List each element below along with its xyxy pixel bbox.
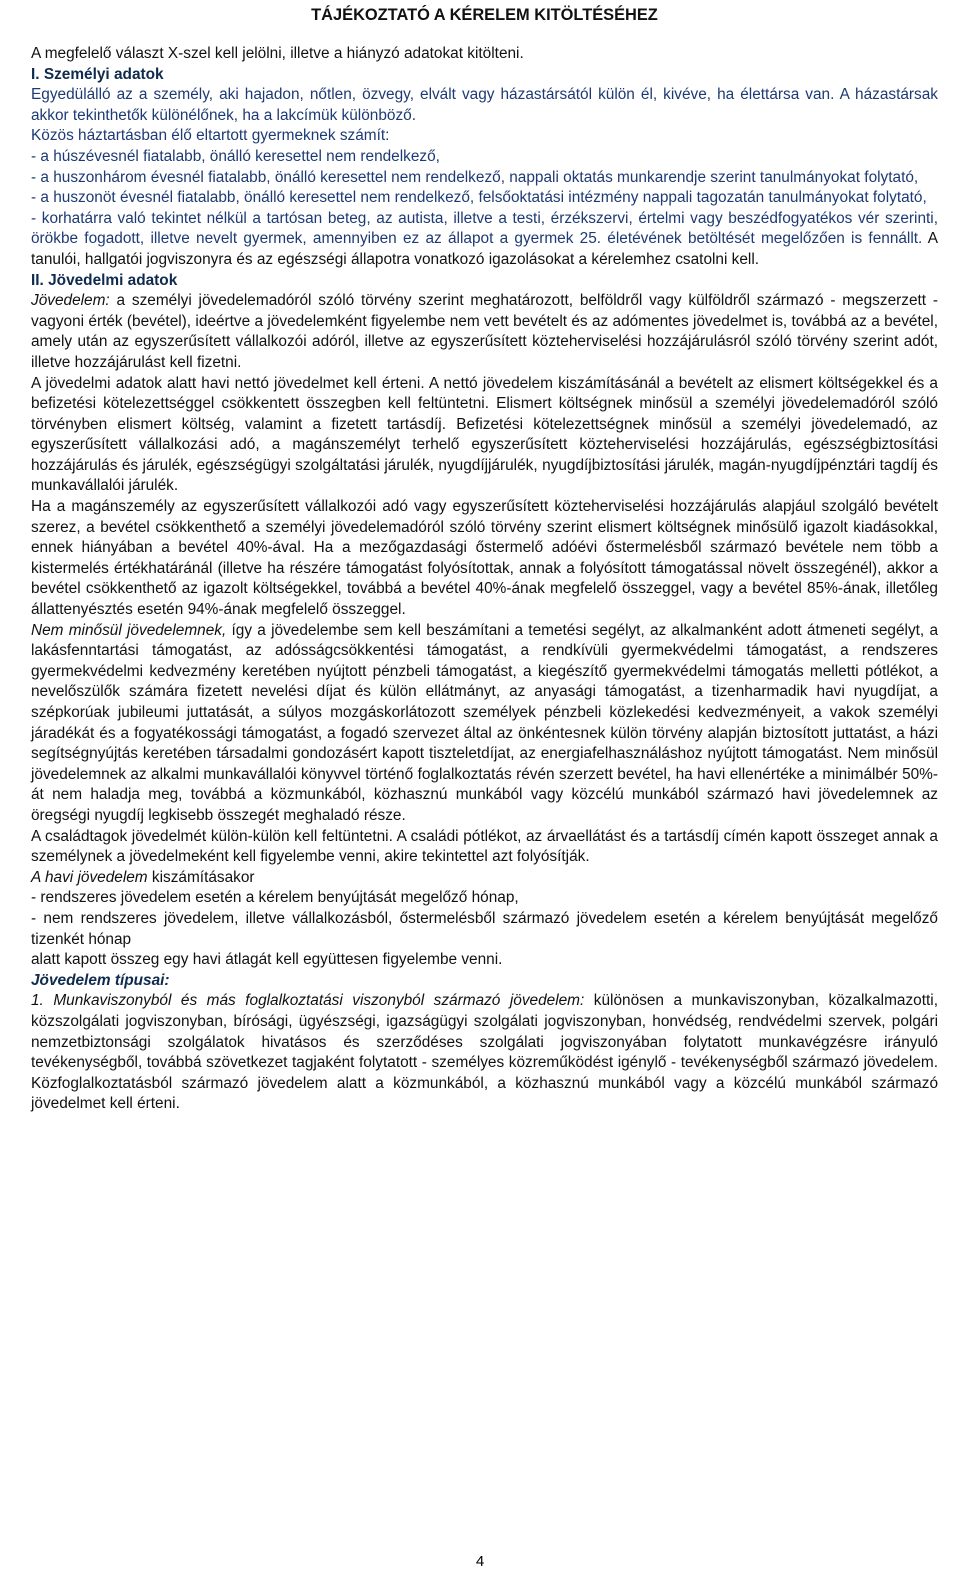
section-1-paragraph-1	[31, 85, 938, 126]
monthly-income-item-3: alatt kapott összeg egy havi átlagát kell együttesen figyelembe venni.	[31, 951, 503, 969]
non-income-text: így a jövedelembe sem kell beszámítani a temetési segélyt, az alkalmanként adott átmeneti segélyt, a lakásfenntartási támogatást, az adósságcsökkentési támogatást, a rendkívüli gyermekvédelmi támogatást, a rendszeres gyermekvédelmi kedvezmény keretében nyújtott pénzbeli támogatást, a kiegészítő gyermekvédelmi támogatás melletti pótlékot, a nevelőszülők számára fizetett nevelési díjat és külön ellátmányt, az anyasági támogatást, a tizenharmadik havi nyugdíjat, a szépkorúak jubileumi juttatását, a súlyos mozgáskorlátozott személyek pénzbeli közlekedési kedvezményeit, a vakok személyi járadékát és a fogyatékossági támogatást, a fogadó szervezet által az önkéntesnek külön törvény alapján biztosított juttatást, a házi segítségnyújtás keretében társadalmi gondozásért kapott tiszteletdíjat, az energiafelhasználáshoz nyújtott támogatást. Nem minősül jövedelemnek az alkalmi munkavállalói könyvvel történő foglalkoztatás révén szerzett bevétel, ha havi ellenértéke a minimálbér 50%-át nem haladja meg, továbbá a közmunkából, közhasznú munkából vagy közcélú munkából származó havi jövedelemnek az öregségi nyugdíj legkisebb összegét meghaladó része.	[31, 621, 938, 824]
dependent-child-item-3: - a huszonöt évesnél fiatalabb, önálló keresettel nem rendelkező, felsőoktatási intézmény nappali tagozatán tanulmányokat folytató,	[31, 189, 927, 207]
non-income-paragraph	[31, 621, 938, 827]
income-definition-label: Jövedelem:	[31, 292, 110, 310]
certificates-note: A tanulói, hallgatói jogviszonyra és az egészségi állapotra vonatkozó igazolásokat a kérelemhez csatolni kell.	[31, 230, 938, 268]
intro-text: A megfelelő választ X-szel kell jelölni, illetve a hiányzó adatokat kitölteni.	[31, 45, 524, 62]
monthly-income-item-2: - nem rendszeres jövedelem, illetve vállalkozásból, őstermelésből származó jövedelem esetén a kérelem benyújtását megelőző tizenkét hónap	[31, 909, 938, 948]
non-income-label: Nem minősül jövedelemnek,	[31, 621, 227, 639]
dependent-child-item-4-text: - korhatárra való tekintet nélkül a tartósan beteg, az autista, illetve a testi, érzékszervi, értelmi vagy beszédfogyatékos vér szerinti, örökbe fogadott, illetve nevelt gyermek, amennyiben ez az állapot a gyermek 25. életévének betöltését megelőzően is fennállt.	[31, 209, 938, 248]
monthly-income-intro	[31, 868, 938, 889]
income-definition	[31, 291, 938, 373]
income-type-1	[31, 991, 938, 1115]
monthly-income-text: kiszámításakor	[147, 868, 255, 886]
page-title: TÁJÉKOZTATÓ A KÉRELEM KITÖLTÉSÉHEZ	[311, 6, 658, 24]
family-income-paragraph: A családtagok jövedelmét külön-külön kell feltüntetni. A családi pótlékot, az árvaellátást és a tartásdíj címén kapott összeget annak a személynek a jövedelmeként kell figyelembe venni, akire tekintettel azt folyósítják.	[31, 827, 938, 866]
section-2-heading: II. Jövedelmi adatok	[31, 271, 178, 289]
section-1-heading: I. Személyi adatok	[31, 65, 164, 83]
income-definition-text: a személyi jövedelemadóról szóló törvény szerint meghatározott, belföldről vagy külföldről származó - megszerzett - vagyoni érték (bevétel), ideértve a jövedelemként figyelembe nem vett bevételt és az adómentes jövedelmet is, továbbá az a bevétel, amely után az egyszerűsített vállalkozói adóról, illetve az egyszerűsített közteherviselési hozzájárulásról szóló törvény szerint adót, illetve hozzájárulást kell fizetni.	[31, 292, 938, 371]
spouses-separate-note: A házastársak akkor tekinthetők különélőnek, ha a lakcímük különböző.	[31, 86, 938, 124]
dependent-child-item-1: - a húszévesnél fiatalabb, önálló keresettel nem rendelkező,	[31, 147, 440, 165]
income-type-1-text: különösen a munkaviszonyban, közalkalmazotti, közszolgálati jogviszonyban, bírósági, ügyészségi, igazságügyi szolgálati jogviszonyban, honvédség, rendvédelmi szervek, polgári nemzetbiztonsági szolgálatok hivatásos és szerződéses szolgálati jogviszonyában folytatott munkavégzésre irányuló tevékenységből, továbbá szövetkezet tagjaként folytatott - személyes közreműködést igénylő - tevékenységből származó jövedelem. Közfoglalkoztatásból származó jövedelem alatt a közmunkából, a közhasznú munkából vagy a közcélú munkából származó jövedelmet kell érteni.	[31, 992, 938, 1113]
net-income-paragraph: A jövedelmi adatok alatt havi nettó jövedelmet kell érteni. A nettó jövedelem kiszámításánál a bevételt az elismert költségekkel és a befizetési kötelezettséggel csökkentett összegben kell feltüntetni. Elismert költségnek minősül a személyi jövedelemadóról szóló törvényben elismert költség, valamint a fizetett tartásdíj. Befizetési kötelezettségnek minősül a személyi jövedelemadó, az egyszerűsített vállalkozási adó, a magánszemélyt terhelő egyszerűsített közteherviselési hozzájárulás, egészségbiztosítási hozzájárulás és járulék, egészségügyi szolgáltatási járulék, nyugdíjjárulék, nyugdíjbiztosítási járulék, magán-nyugdíjpénztári tagdíj és munkavállalói járulék.	[31, 374, 938, 495]
simplified-tax-paragraph: Ha a magánszemély az egyszerűsített vállalkozói adó vagy egyszerűsített közteherviselési hozzájárulás alapjául szolgáló bevételt szerez, a bevétel csökkenthető a személyi jövedelemadóról szóló törvény szerint elismert költségnek minősülő igazolt kiadásokkal, ennek hiányában a bevétel 40%-ával. Ha a mezőgazdasági őstermelő adóévi őstermelésből származó bevétele nem több a kistermelés értékhatáránál (illetve ha részére támogatást folyósítottak, annak a folyósított támogatással növelt összegénél), akkor a bevétel csökkenthető az igazolt költségekkel, továbbá a bevétel 40%-ának megfelelő összeggel, vagy a bevétel 85%-ának, illetőleg állattenyésztés esetén 94%-ának megfelelő összeggel.	[31, 498, 938, 619]
dependent-child-item-2: - a huszonhárom évesnél fiatalabb, önálló keresettel nem rendelkező, nappali oktatás munkarendje szerint tanulmányokat folytató,	[31, 168, 919, 186]
income-types-heading: Jövedelem típusai:	[31, 971, 170, 989]
dependent-child-item-4	[31, 209, 938, 271]
page-number: 4	[475, 1553, 485, 1570]
monthly-income-label: A havi jövedelem	[31, 868, 148, 886]
single-person-definition: Egyedülálló az a személy, aki hajadon, nőtlen, özvegy, elvált vagy házastársától külön él, kivéve, ha élettársa van.	[31, 86, 840, 104]
income-type-1-label: 1. Munkaviszonyból és más foglalkoztatási viszonyból származó jövedelem:	[31, 992, 585, 1010]
dependent-child-intro: Közös háztartásban élő eltartott gyermeknek számít:	[31, 127, 390, 145]
monthly-income-item-1: - rendszeres jövedelem esetén a kérelem benyújtását megelőző hónap,	[31, 889, 519, 907]
